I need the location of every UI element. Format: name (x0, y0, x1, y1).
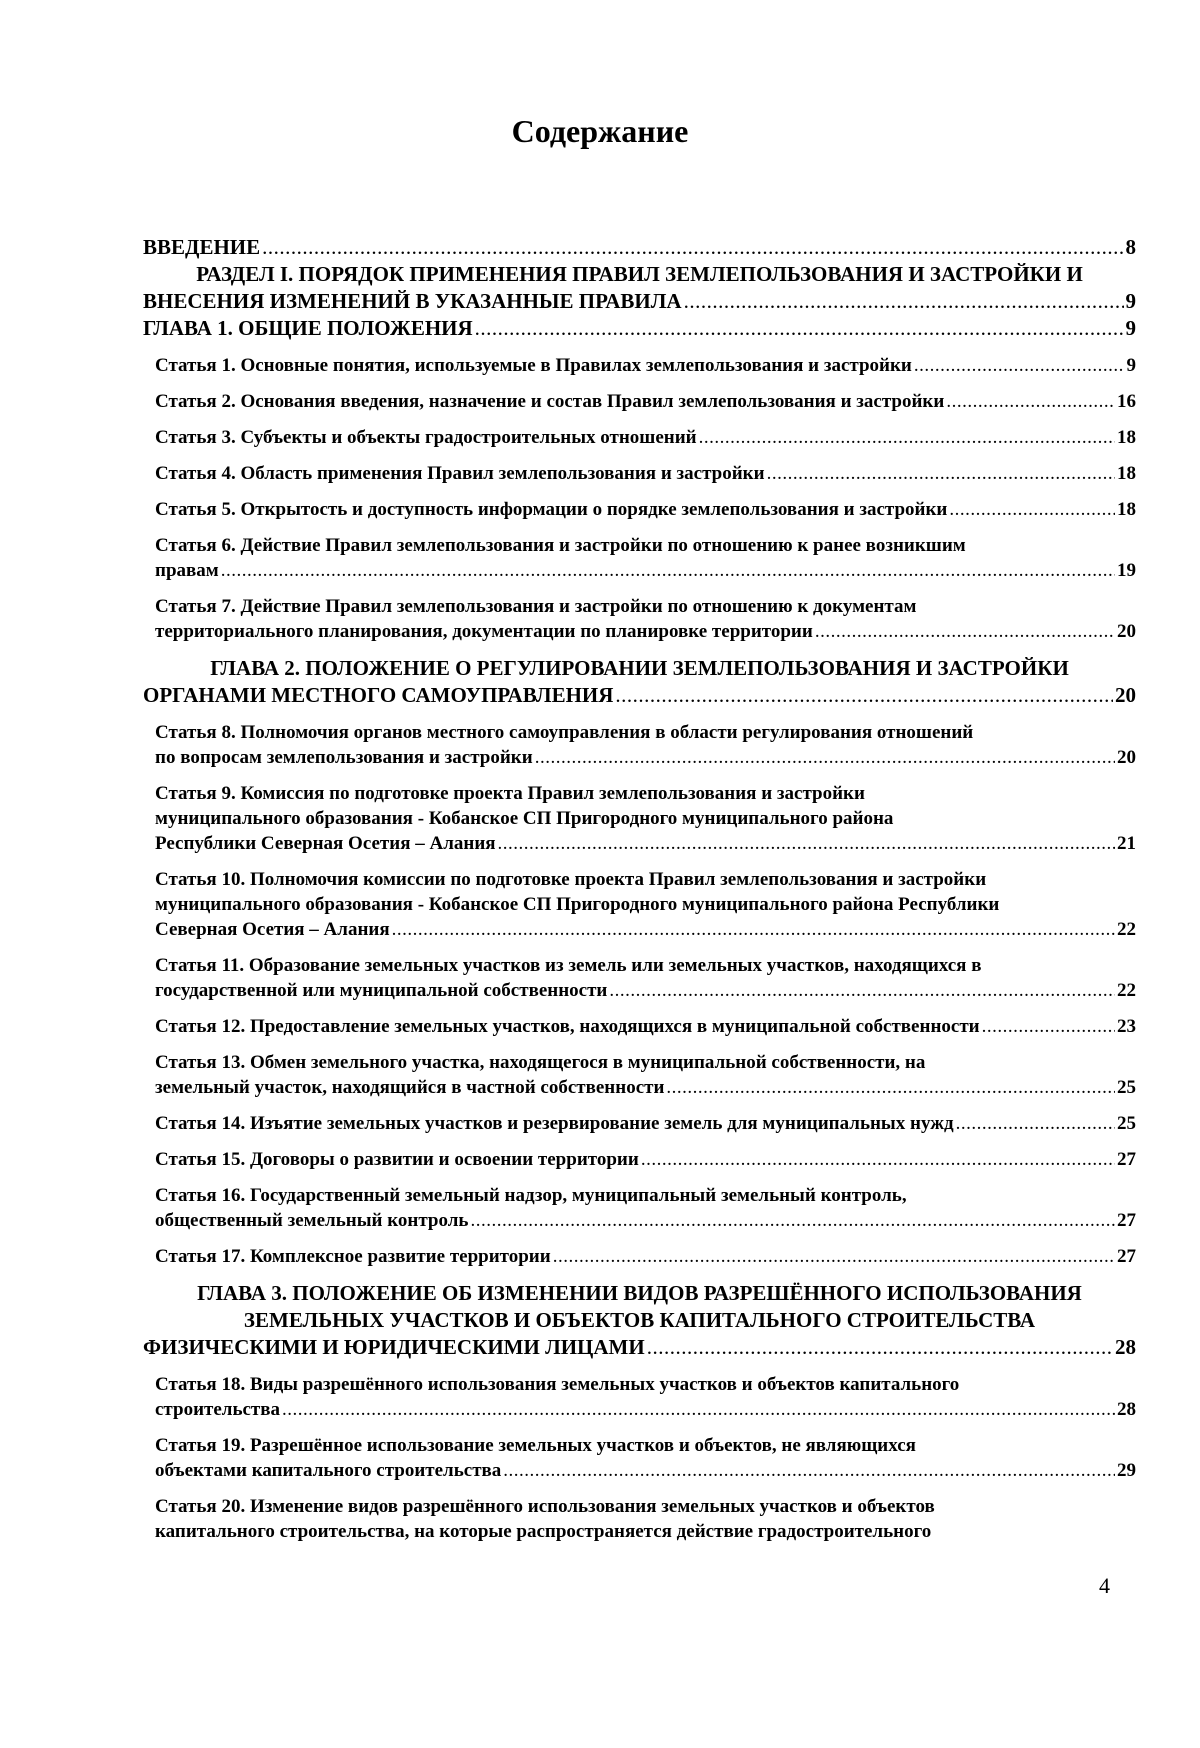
toc-entry-text: муниципального образования - Кобанское СП Пригородного муниципального района (155, 808, 894, 829)
toc-page-number: 16 (1117, 391, 1136, 412)
toc-entry-text: ЗЕМЕЛЬНЫХ УЧАСТКОВ И ОБЪЕКТОВ КАПИТАЛЬНОГО СТРОИТЕЛЬСТВА (243, 1308, 1036, 1332)
toc-entry-text: ГЛАВА 3. ПОЛОЖЕНИЕ ОБ ИЗМЕНЕНИИ ВИДОВ РАЗРЕШЁННОГО ИСПОЛЬЗОВАНИЯ (197, 1281, 1082, 1305)
dot-leader (914, 353, 1125, 378)
toc-entry-text: ГЛАВА 1. ОБЩИЕ ПОЛОЖЕНИЯ (143, 316, 473, 340)
toc-heading[interactable] (143, 1280, 1136, 1361)
toc-entry-text: правам (155, 560, 219, 581)
dot-leader (221, 558, 1115, 583)
toc-page-number: 25 (1117, 1077, 1136, 1098)
dot-leader (498, 831, 1115, 856)
dot-leader (982, 1014, 1115, 1039)
toc-article[interactable] (143, 1494, 1136, 1544)
toc-entry-text: территориального планирования, документации по планировке территории (155, 621, 813, 642)
toc-heading[interactable] (143, 261, 1136, 315)
dot-leader (615, 682, 1113, 709)
toc-entry-text: Статья 2. Основания введения, назначение и состав Правил землепользования и застройки (155, 391, 945, 412)
toc-article[interactable] (143, 353, 1136, 378)
toc-article[interactable] (143, 1183, 1136, 1233)
toc-entry-text: по вопросам землепользования и застройки (155, 747, 533, 768)
dot-leader (503, 1458, 1115, 1483)
toc-page-number: 22 (1117, 919, 1136, 940)
toc-article[interactable] (143, 1050, 1136, 1100)
toc-entry-text: Статья 20. Изменение видов разрешённого использования земельных участков и объектов (155, 1496, 935, 1517)
dot-leader (949, 497, 1115, 522)
dot-leader (946, 389, 1115, 414)
toc-article[interactable] (143, 425, 1136, 450)
toc-entry-text: Статья 9. Комиссия по подготовке проекта Правил землепользования и застройки (155, 783, 865, 804)
dot-leader (282, 1397, 1115, 1422)
toc-page-number: 23 (1117, 1016, 1136, 1037)
toc-page-number: 9 (1125, 289, 1136, 313)
toc-page-number: 18 (1117, 427, 1136, 448)
toc-page-number: 29 (1117, 1460, 1136, 1481)
toc-heading[interactable] (143, 234, 1136, 261)
toc-article[interactable] (143, 1244, 1136, 1269)
toc-entry-text: Республики Северная Осетия – Алания (155, 833, 496, 854)
toc-entry-text: Статья 15. Договоры о развитии и освоении территории (155, 1149, 639, 1170)
toc-entry-text: Статья 4. Область применения Правил землепользования и застройки (155, 463, 765, 484)
toc-page-number: 22 (1117, 980, 1136, 1001)
toc-entry-text: Статья 12. Предоставление земельных участков, находящихся в муниципальной собственности (155, 1016, 980, 1037)
dot-leader (535, 745, 1115, 770)
toc-entry-text: Статья 8. Полномочия органов местного самоуправления в области регулирования отношений (155, 722, 974, 743)
toc-entry-text: Статья 19. Разрешённое использование земельных участков и объектов, не являющихся (155, 1435, 916, 1456)
toc-page-number: 9 (1125, 316, 1136, 340)
toc-heading[interactable] (143, 315, 1136, 342)
toc-article[interactable] (143, 594, 1136, 644)
toc-page-number: 21 (1117, 833, 1136, 854)
toc-article[interactable] (143, 1433, 1136, 1483)
toc-article[interactable] (143, 953, 1136, 1003)
toc-entry-text: объектами капитального строительства (155, 1460, 502, 1481)
toc-entry-text: муниципального образования - Кобанское СП Пригородного муниципального района Республики (155, 894, 1000, 915)
toc-article[interactable] (143, 720, 1136, 770)
toc-entry-text: ОРГАНАМИ МЕСТНОГО САМОУПРАВЛЕНИЯ (143, 683, 614, 707)
page-number: 4 (1099, 1573, 1110, 1598)
toc-entry-text: Статья 10. Полномочия комиссии по подготовке проекта Правил землепользования и застройки (155, 869, 987, 890)
dot-leader (699, 425, 1115, 450)
toc-article[interactable] (143, 461, 1136, 486)
toc-page-number: 27 (1117, 1149, 1136, 1170)
toc-article[interactable] (143, 389, 1136, 414)
toc-page-number: 28 (1117, 1399, 1136, 1420)
toc-entry-text: Статья 14. Изъятие земельных участков и резервирование земель для муниципальных нужд (155, 1113, 954, 1134)
toc-page-number: 27 (1117, 1246, 1136, 1267)
dot-leader (666, 1075, 1115, 1100)
dot-leader (392, 917, 1115, 942)
toc-entry-text: Северная Осетия – Алания (155, 919, 390, 940)
toc-entry-text: Статья 1. Основные понятия, используемые в Правилах землепользования и застройки (155, 355, 912, 376)
toc-heading[interactable] (143, 655, 1136, 709)
toc-entry-text: ВНЕСЕНИЯ ИЗМЕНЕНИЙ В УКАЗАННЫЕ ПРАВИЛА (143, 289, 682, 313)
toc-entry-text: Статья 16. Государственный земельный надзор, муниципальный земельный контроль, (155, 1185, 907, 1206)
toc-entry-text: Статья 5. Открытость и доступность информации о порядке землепользования и застройки (155, 499, 948, 520)
page-title: Содержание (511, 113, 689, 149)
toc-page-number: 20 (1117, 747, 1136, 768)
toc-entry-text: ФИЗИЧЕСКИМИ И ЮРИДИЧЕСКИМИ ЛИЦАМИ (143, 1335, 645, 1359)
dot-leader (470, 1208, 1115, 1233)
toc-page-number: 27 (1117, 1210, 1136, 1231)
toc-article[interactable] (143, 497, 1136, 522)
toc-article[interactable] (143, 1372, 1136, 1422)
toc-entry-text: Статья 7. Действие Правил землепользования и застройки по отношению к документам (155, 596, 917, 617)
dot-leader (641, 1147, 1115, 1172)
toc-entry-text: капитального строительства, на которые распространяется действие градостроительного (155, 1521, 932, 1542)
dot-leader (684, 288, 1124, 315)
table-of-contents (143, 234, 1136, 1555)
toc-article[interactable] (143, 1014, 1136, 1039)
dot-leader (815, 619, 1115, 644)
toc-page-number: 8 (1125, 235, 1136, 259)
toc-entry-text: Статья 11. Образование земельных участков из земель или земельных участков, находящихся в (155, 955, 982, 976)
toc-article[interactable] (143, 1147, 1136, 1172)
toc-article[interactable] (143, 867, 1136, 942)
toc-entry-text: Статья 13. Обмен земельного участка, находящегося в муниципальной собственности, на (155, 1052, 926, 1073)
toc-entry-text: РАЗДЕЛ I. ПОРЯДОК ПРИМЕНЕНИЯ ПРАВИЛ ЗЕМЛЕПОЛЬЗОВАНИЯ И ЗАСТРОЙКИ И (196, 262, 1083, 286)
toc-entry-text: Статья 17. Комплексное развитие территории (155, 1246, 551, 1267)
toc-page-number: 20 (1115, 683, 1136, 707)
toc-page-number: 18 (1117, 499, 1136, 520)
dot-leader (262, 234, 1123, 261)
toc-page-number: 18 (1117, 463, 1136, 484)
dot-leader (647, 1334, 1113, 1361)
toc-entry-text: Статья 18. Виды разрешённого использования земельных участков и объектов капитального (155, 1374, 960, 1395)
toc-entry-text: земельный участок, находящийся в частной собственности (155, 1077, 665, 1098)
toc-page-number: 25 (1117, 1113, 1136, 1134)
toc-page-number: 9 (1126, 355, 1136, 376)
dot-leader (609, 978, 1115, 1003)
toc-article[interactable] (143, 781, 1136, 856)
toc-entry-text: ВВЕДЕНИЕ (143, 235, 261, 259)
dot-leader (475, 315, 1124, 342)
toc-article[interactable] (143, 533, 1136, 583)
toc-entry-text: общественный земельный контроль (155, 1210, 469, 1231)
toc-article[interactable] (143, 1111, 1136, 1136)
dot-leader (956, 1111, 1115, 1136)
dot-leader (553, 1244, 1115, 1269)
toc-entry-text: строительства (155, 1399, 281, 1420)
toc-entry-text: Статья 3. Субъекты и объекты градостроительных отношений (155, 427, 697, 448)
toc-entry-text: ГЛАВА 2. ПОЛОЖЕНИЕ О РЕГУЛИРОВАНИИ ЗЕМЛЕПОЛЬЗОВАНИЯ И ЗАСТРОЙКИ (210, 656, 1069, 680)
toc-page-number: 28 (1115, 1335, 1136, 1359)
toc-page-number: 20 (1117, 621, 1136, 642)
toc-entry-text: Статья 6. Действие Правил землепользования и застройки по отношению к ранее возникшим (155, 535, 966, 556)
dot-leader (767, 461, 1115, 486)
toc-entry-text: государственной или муниципальной собственности (155, 980, 608, 1001)
toc-page-number: 19 (1117, 560, 1136, 581)
